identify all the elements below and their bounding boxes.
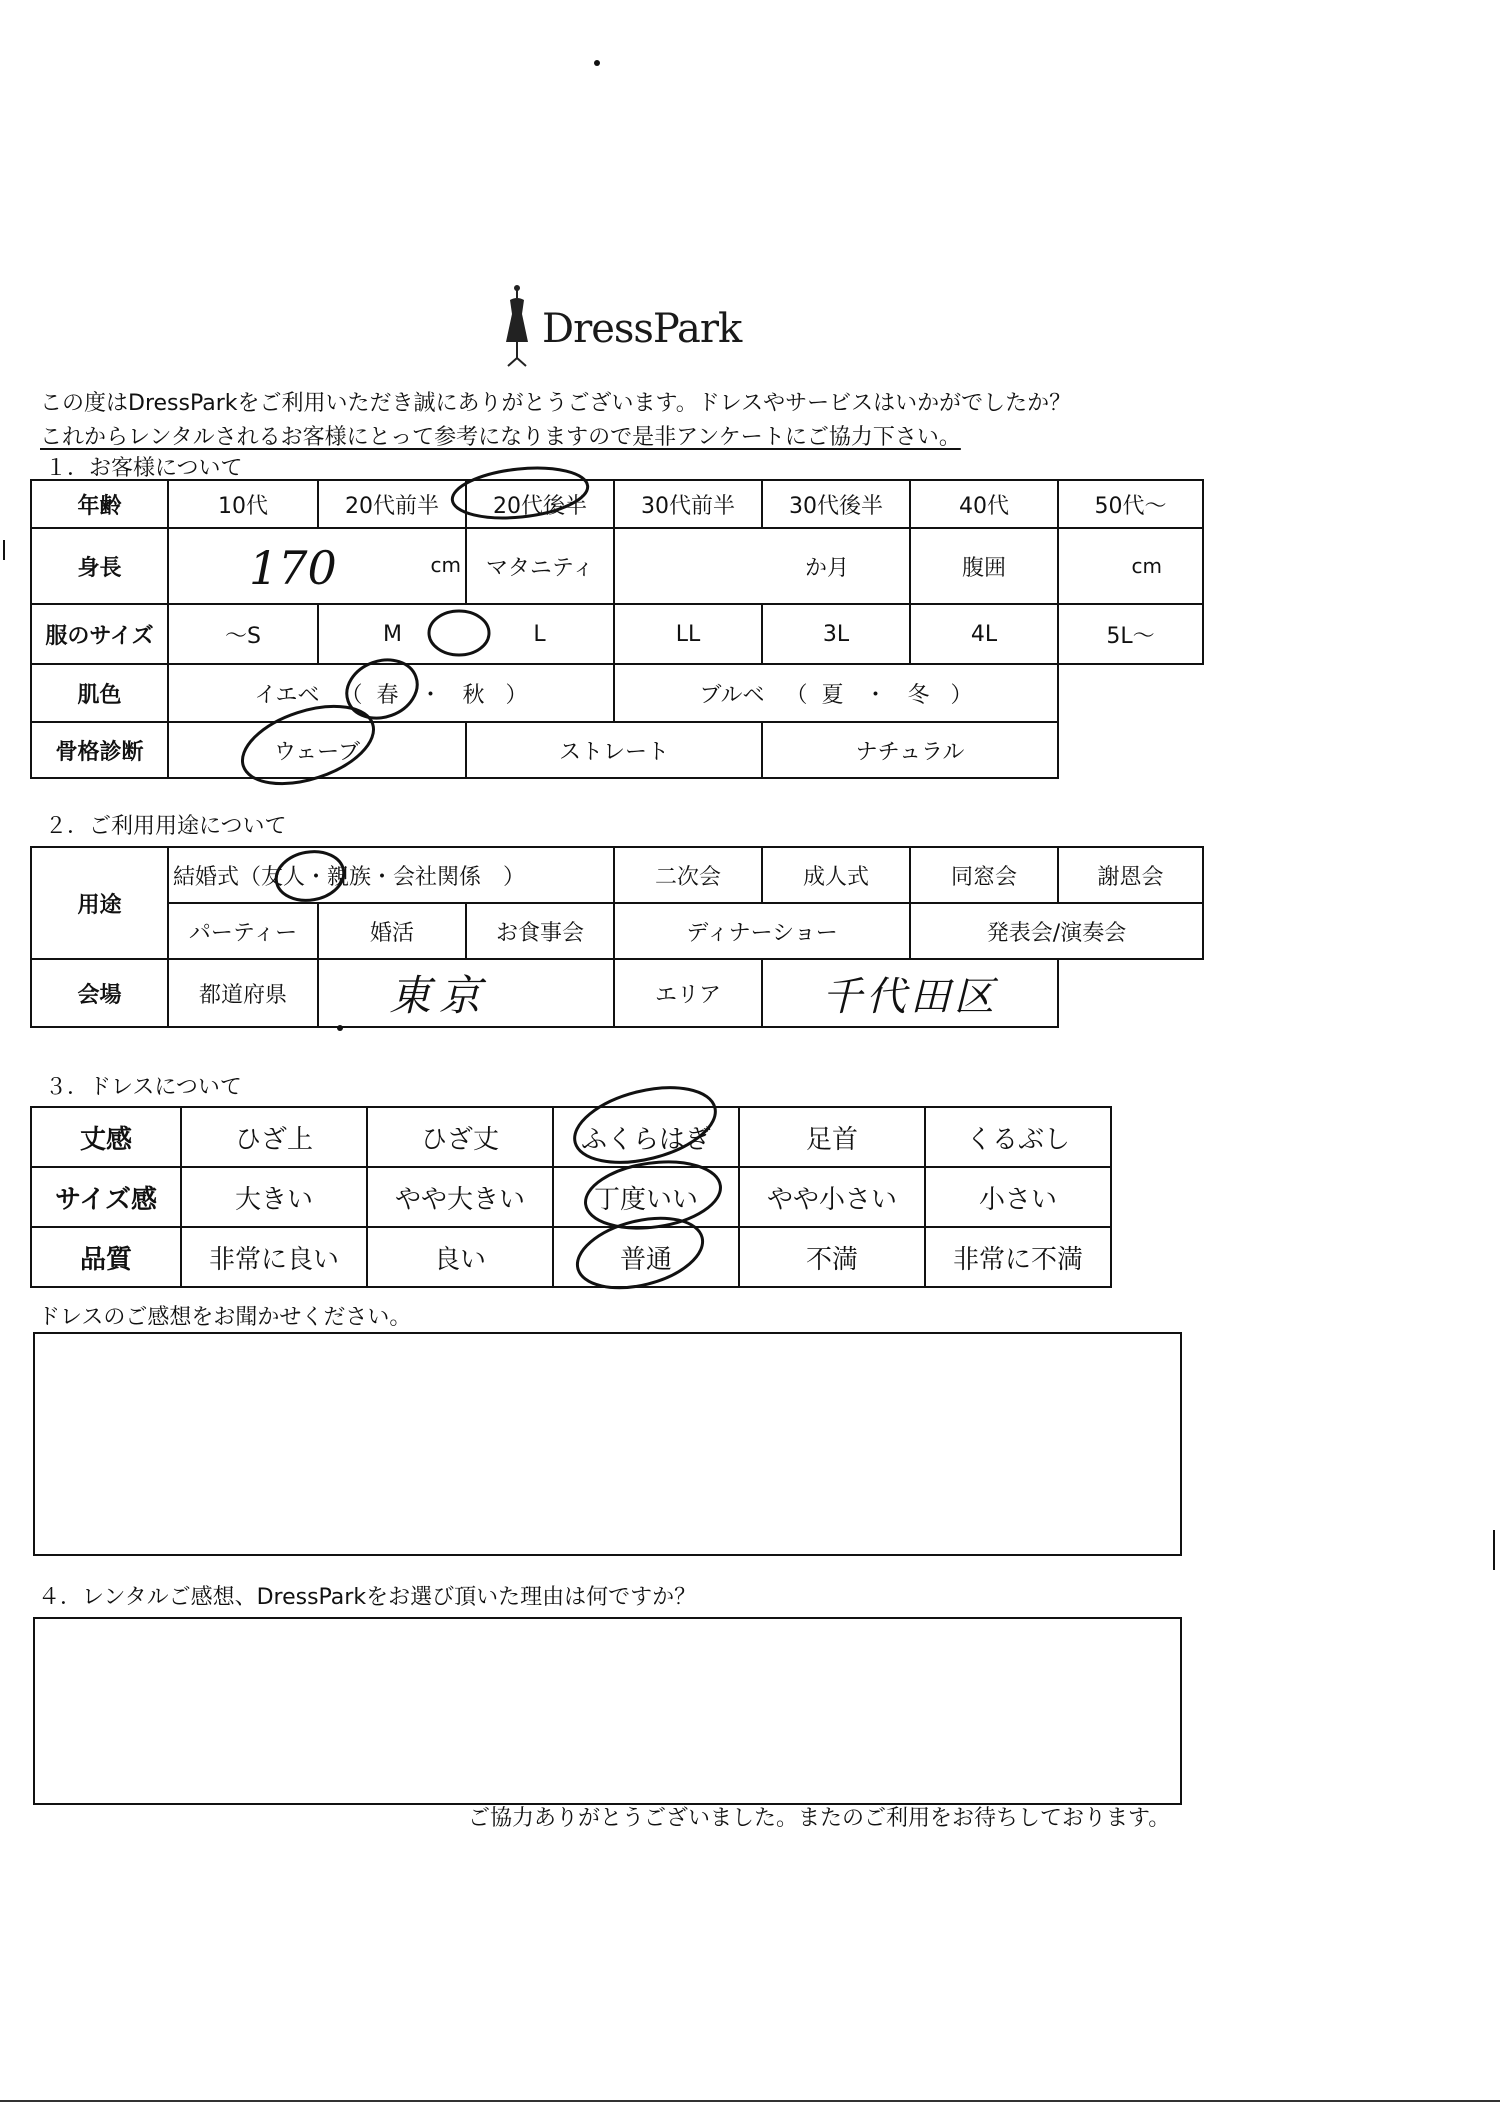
paren-close: ） [505,682,528,708]
quality-option[interactable]: 良い [367,1227,553,1287]
area-field[interactable] [762,959,1058,1027]
prefecture-field[interactable] [318,959,614,1027]
age-option[interactable]: 50代～ [1058,480,1203,528]
fit-option[interactable]: 丁度いい [553,1167,739,1227]
quality-option[interactable]: 非常に不満 [925,1227,1111,1287]
winter-option[interactable]: 冬 [907,682,930,708]
fit-option[interactable]: 大きい [181,1167,367,1227]
thanks-message: ご協力ありがとうございました。またのご利用をお待ちしております。 [468,1806,1171,1831]
length-option[interactable]: 足首 [739,1107,925,1167]
age-option[interactable]: 20代後半 [466,480,614,528]
frame-option[interactable]: ウェーブ [168,722,466,778]
dress-table [30,1106,1112,1288]
height-unit: cm [430,553,461,577]
age-option[interactable]: 10代 [168,480,318,528]
intro-line-1: この度はDressParkをご利用いただき誠にありがとうございます。ドレスやサービスはいかがでしたか？ [40,391,1072,416]
length-option[interactable]: ひざ丈 [367,1107,553,1167]
separator: ・ [419,682,442,708]
dress-mannequin-icon [497,284,537,374]
fit-option[interactable]: やや大きい [367,1167,553,1227]
dress-comment-label: ドレスのご感想をお聞かせください。 [38,1305,412,1330]
purpose-label: 用途 [31,847,168,959]
empty-cell [1058,722,1203,778]
quality-option[interactable]: 普通 [553,1227,739,1287]
venue-row [31,959,1203,1027]
empty-cell [1058,664,1203,722]
yellow-base-field[interactable] [168,664,614,722]
fit-option[interactable]: 小さい [925,1167,1111,1227]
frame-row [31,722,1203,778]
height-field[interactable] [168,528,466,604]
wedding-label: 結婚式（ [173,864,262,890]
fit-label: サイズ感 [31,1167,181,1227]
purpose-option[interactable]: 二次会 [614,847,762,903]
size-label: 服のサイズ [31,604,168,664]
friend-option[interactable]: 友人 [261,864,306,890]
frame-option[interactable]: ナチュラル [762,722,1058,778]
length-option[interactable]: ふくらはぎ [553,1107,739,1167]
quality-option[interactable]: 非常に良い [181,1227,367,1287]
customer-table [30,479,1204,779]
size-option[interactable]: 5L～ [1058,604,1203,664]
fit-option[interactable]: やや小さい [739,1167,925,1227]
maternity-label: マタニティ [466,528,614,604]
summer-option[interactable]: 夏 [821,682,844,708]
length-label: 丈感 [31,1107,181,1167]
intro-line-2: これからレンタルされるお客様にとって参考になりますので是非アンケートにご協力下さい。 [40,425,961,450]
age-option[interactable]: 30代後半 [762,480,910,528]
dresspark-logo [497,284,757,374]
height-value: 170 [249,541,337,595]
purpose-table [30,846,1204,1028]
maternity-unit: か月 [804,555,849,581]
prefecture-label: 都道府県 [168,959,318,1027]
blue-base-label: ブルベ [699,682,765,708]
frame-option[interactable]: ストレート [466,722,762,778]
age-row [31,480,1203,528]
size-option[interactable]: L [466,604,614,664]
size-option[interactable]: 4L [910,604,1058,664]
wedding-rest: ・親族・会社関係 ） [305,864,526,890]
quality-label: 品質 [31,1227,181,1287]
length-option[interactable]: くるぶし [925,1107,1111,1167]
skin-label: 肌色 [31,664,168,722]
waist-label: 腹囲 [910,528,1058,604]
paren-close: ） [950,682,973,708]
skin-row [31,664,1203,722]
frame-label: 骨格診断 [31,722,168,778]
size-row [31,604,1203,664]
purpose-option[interactable]: ディナーショー [614,903,910,959]
purpose-option[interactable]: 婚活 [318,903,466,959]
venue-label: 会場 [31,959,168,1027]
purpose-option[interactable]: パーティー [168,903,318,959]
separator: ・ [864,682,887,708]
purpose-option[interactable]: 謝恩会 [1058,847,1203,903]
size-option[interactable]: 3L [762,604,910,664]
purpose-row-2 [31,903,1203,959]
area-value: 千代田区 [822,973,999,1020]
size-option[interactable]: ～S [168,604,318,664]
spring-option[interactable]: 春 [376,682,399,708]
purpose-option[interactable]: お食事会 [466,903,614,959]
blue-base-field[interactable] [614,664,1058,722]
dress-comment-box[interactable] [33,1332,1182,1556]
autumn-option[interactable]: 秋 [462,682,485,708]
scan-bottom-edge [0,2100,1500,2102]
length-option[interactable]: ひざ上 [181,1107,367,1167]
quality-option[interactable]: 不満 [739,1227,925,1287]
yellow-base-label: イエベ [254,682,320,708]
paren-open: （ [785,682,808,708]
purpose-row-1 [31,847,1203,903]
waist-field[interactable] [1058,528,1203,604]
age-option[interactable]: 20代前半 [318,480,466,528]
area-label: エリア [614,959,762,1027]
empty-cell [1058,959,1203,1027]
height-label: 身長 [31,528,168,604]
fit-row [31,1167,1111,1227]
section-3-title: ３．ドレスについて [45,1075,242,1100]
age-option[interactable]: 40代 [910,480,1058,528]
section-4-title: ４．レンタルご感想、DressParkをお選び頂いた理由は何ですか？ [38,1585,697,1610]
height-row [31,528,1203,604]
length-row [31,1107,1111,1167]
purpose-option[interactable]: 同窓会 [910,847,1058,903]
brand-name: DressPark [542,306,742,352]
size-option[interactable]: M [318,604,466,664]
maternity-field[interactable] [614,528,910,604]
age-label: 年齢 [31,480,168,528]
section-1-title: １．お客様について [45,456,243,481]
age-option[interactable]: 30代前半 [614,480,762,528]
waist-unit: cm [1131,553,1162,578]
paren-open: （ [340,682,363,708]
rental-comment-box[interactable] [33,1617,1182,1805]
scan-speck [594,60,600,66]
size-option[interactable]: LL [614,604,762,664]
section-2-title: ２．ご利用用途について [45,814,287,839]
wedding-option[interactable] [168,847,614,903]
prefecture-value: 東京 [389,971,490,1020]
purpose-option[interactable]: 発表会/演奏会 [910,903,1203,959]
quality-row [31,1227,1111,1287]
purpose-option[interactable]: 成人式 [762,847,910,903]
